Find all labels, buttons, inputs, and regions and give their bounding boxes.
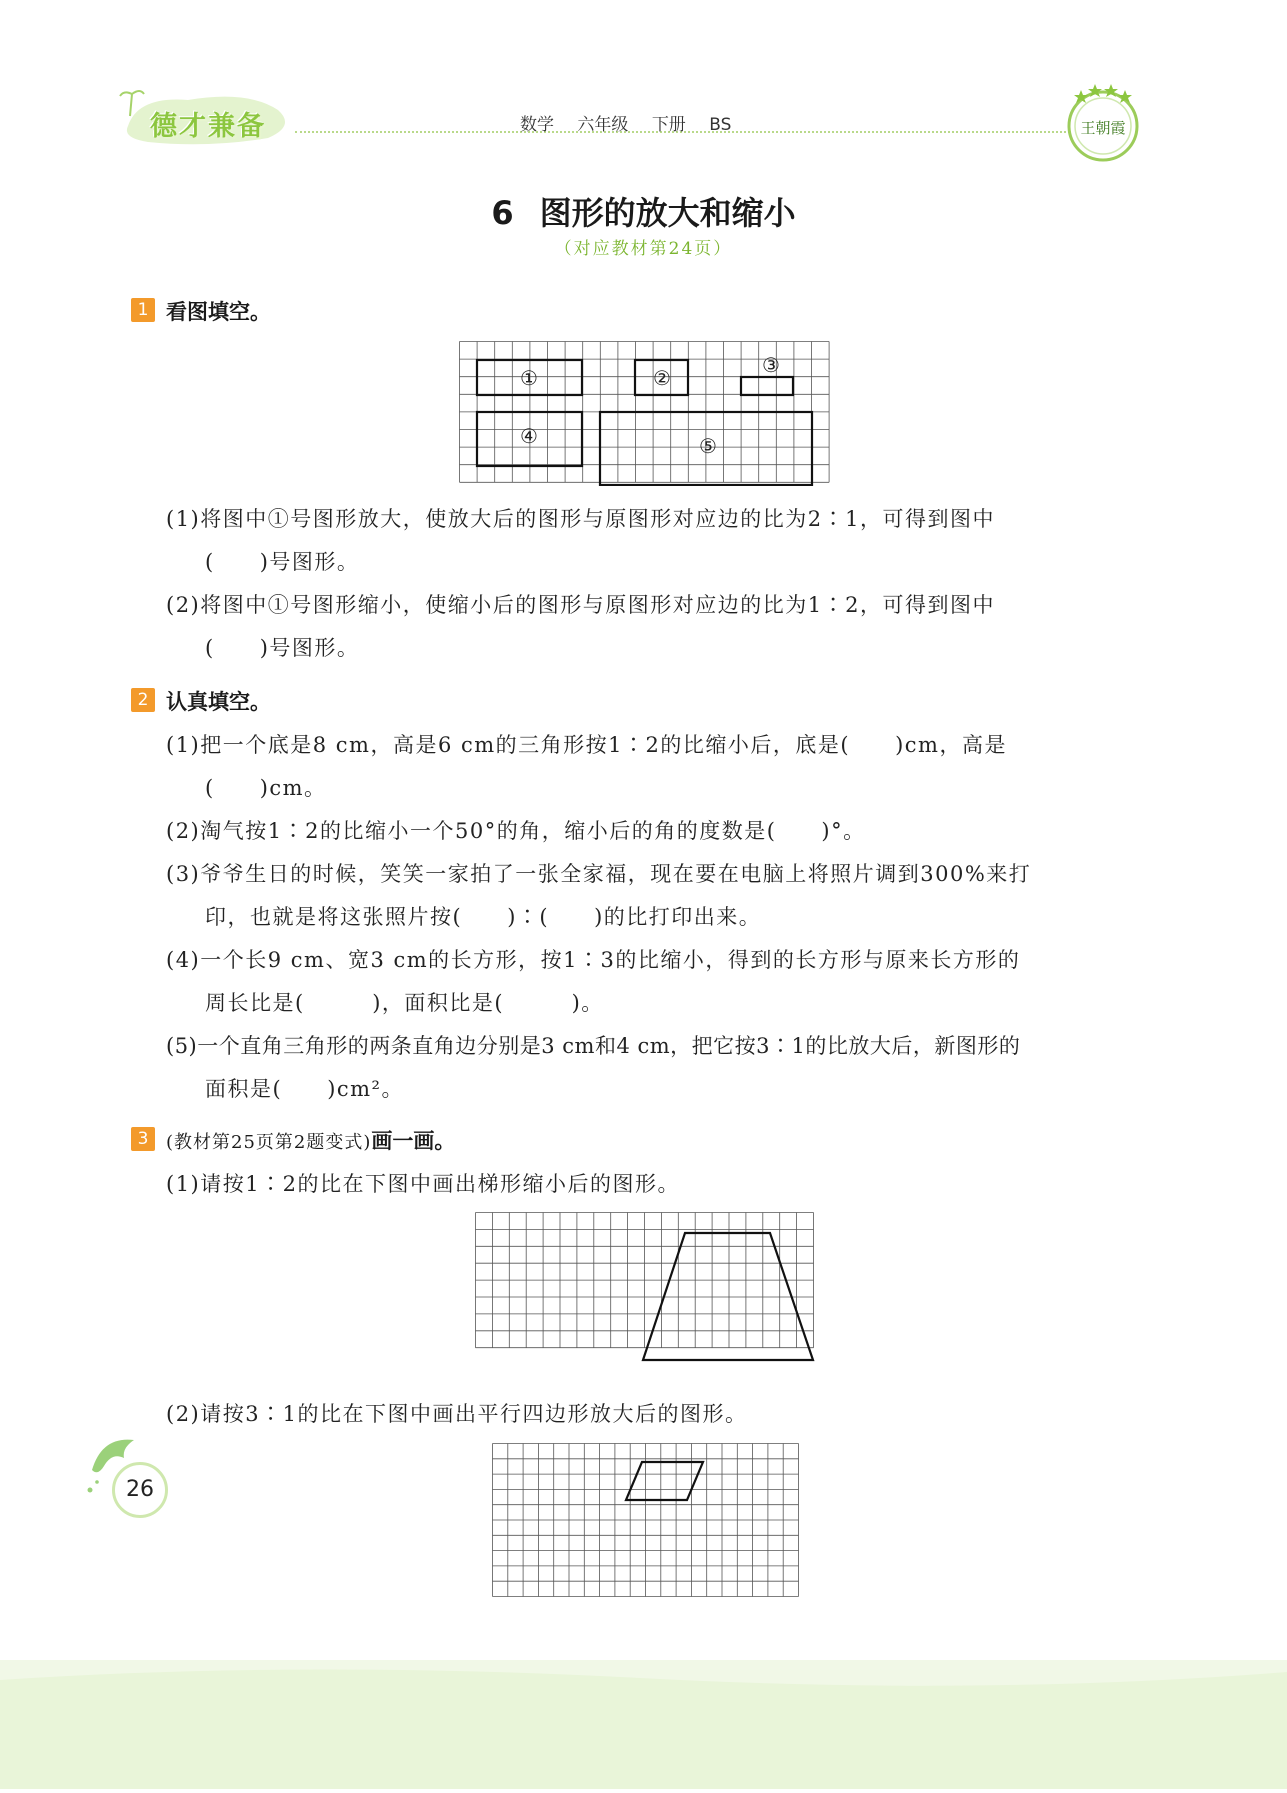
q2-part5-text: (5)一个直角三角形的两条直角边分别是3 cm和4 cm，把它按3∶1的比放大后，新图形的 xyxy=(166,1034,1021,1058)
page-number: 26 xyxy=(112,1462,168,1518)
q1-part2-answer[interactable]: ( )号图形。 xyxy=(205,636,360,660)
q2-part3-answer[interactable]: 印，也就是将这张照片按( )∶( )的比打印出来。 xyxy=(205,905,762,929)
page-title xyxy=(0,188,1287,234)
question-3-heading xyxy=(166,1125,455,1155)
question-1-number: 1 xyxy=(131,298,155,322)
q2-part4-text: (4)一个长9 cm、宽3 cm的长方形，按1∶3的比缩小，得到的长方形与原来长方形的 xyxy=(166,948,1021,972)
trapezoid-grid[interactable] xyxy=(475,1212,815,1382)
header-info xyxy=(520,110,749,135)
header-edition: BS xyxy=(709,115,732,135)
question-3-note: (教材第25页第2题变式) xyxy=(166,1132,372,1153)
q2-part2-text: (2)淘气按1∶2的比缩小一个50°的角，缩小后的角的度数是( )°。 xyxy=(166,819,866,843)
q1-part2-text: (2)将图中①号图形缩小，使缩小后的图形与原图形对应边的比为1∶2，可得到图中 xyxy=(166,593,995,617)
logo-text: 德才兼备 xyxy=(150,111,266,142)
q2-part3-text: (3)爷爷生日的时候，笑笑一家拍了一张全家福，现在要在电脑上将照片调到300%来打 xyxy=(166,862,1032,886)
header-subject: 数学 xyxy=(520,115,554,135)
q2-part5-answer[interactable]: 面积是( )cm²。 xyxy=(205,1077,404,1101)
shape-3-label: ③ xyxy=(762,353,780,377)
shape-4-label: ④ xyxy=(520,424,538,448)
question-3-number: 3 xyxy=(131,1127,155,1151)
question-1-grid xyxy=(459,341,833,486)
question-2-heading: 认真填空。 xyxy=(166,690,271,714)
lesson-title: 图形的放大和缩小 xyxy=(539,194,796,232)
q2-part1-answer[interactable]: ( )cm。 xyxy=(205,776,327,800)
question-2-number: 2 xyxy=(131,688,155,712)
seal-text: 王朝霞 xyxy=(1080,119,1126,137)
shape-3 xyxy=(741,377,793,395)
q1-part1-text: (1)将图中①号图形放大，使放大后的图形与原图形对应边的比为2∶1，可得到图中 xyxy=(166,507,995,531)
q3-part1-text: (1)请按1∶2的比在下图中画出梯形缩小后的图形。 xyxy=(166,1172,680,1196)
textbook-reference: （对应教材第24页） xyxy=(554,239,733,259)
trapezoid-shape xyxy=(643,1233,813,1360)
question-3-title: 画一画。 xyxy=(371,1129,456,1153)
lesson-number: 6 xyxy=(491,194,514,232)
header-volume: 下册 xyxy=(651,115,686,135)
shape-5-label: ⑤ xyxy=(699,434,717,458)
q3-part2-text: (2)请按3∶1的比在下图中画出平行四边形放大后的图形。 xyxy=(166,1402,748,1426)
footer-band xyxy=(0,1660,1287,1789)
shape-1-label: ① xyxy=(520,366,538,390)
q2-part1-text: (1)把一个底是8 cm，高是6 cm的三角形按1∶2的比缩小后，底是( )cm，高是 xyxy=(166,733,1007,757)
question-1-heading: 看图填空。 xyxy=(166,300,271,324)
header-grade: 六年级 xyxy=(577,115,629,135)
q1-part1-answer[interactable]: ( )号图形。 xyxy=(205,550,360,574)
parallelogram-grid[interactable] xyxy=(492,1443,800,1636)
brand-seal xyxy=(1060,76,1146,166)
shape-2-label: ② xyxy=(653,366,671,390)
q2-part4-answer[interactable]: 周长比是( )，面积比是( )。 xyxy=(205,991,604,1015)
